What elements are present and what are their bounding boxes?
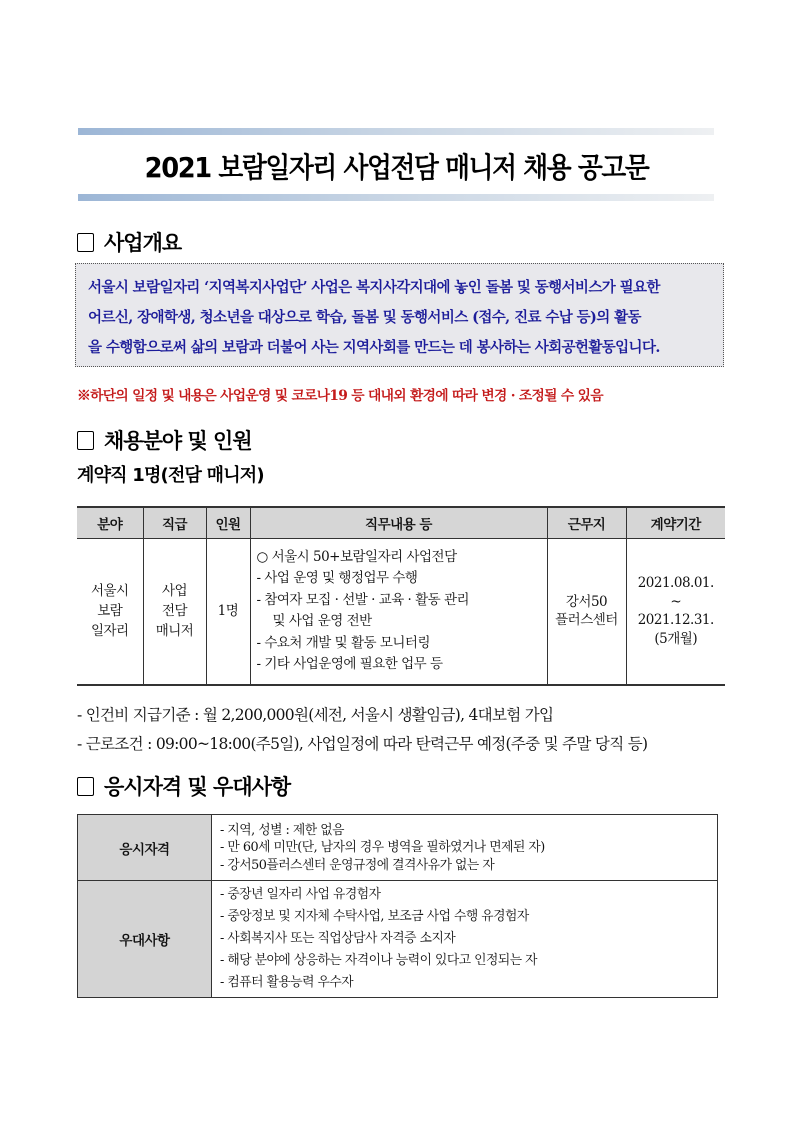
column-header: 근무지 xyxy=(547,507,626,539)
field-cell xyxy=(77,539,143,685)
cell-line: (5개월) xyxy=(654,630,698,647)
page-title: 2021 보람일자리 사업전담 매니저 채용 공고문 xyxy=(144,151,649,184)
column-header: 직급 xyxy=(143,507,206,539)
headcount-cell: 1명 xyxy=(206,539,250,685)
cell-line: 사업 xyxy=(161,583,188,600)
qualifications-table xyxy=(77,814,718,998)
overview-box xyxy=(75,263,724,367)
section-heading-recruitment xyxy=(77,425,252,455)
list-item: - 중장년 일자리 사업 유경험자 xyxy=(220,886,381,902)
cell-line: 서울시 xyxy=(90,583,129,600)
row-label: 응시자격 xyxy=(78,815,212,881)
cell-line: 2021.12.31. xyxy=(637,612,714,629)
duty-line: - 참여자 모집 · 선발 · 교육 · 활동 관리 xyxy=(256,591,470,608)
rank-cell xyxy=(143,539,206,685)
cell-line: 일자리 xyxy=(90,623,129,640)
row-items xyxy=(212,815,718,881)
duty-line: - 기타 사업운영에 필요한 업무 등 xyxy=(256,656,443,673)
title-bar-top xyxy=(78,128,714,135)
overview-line: 을 수행함으로써 삶의 보람과 더불어 사는 지역사회를 만드는 데 봉사하는 사회공헌활동입니다. xyxy=(88,339,660,356)
workplace-cell xyxy=(547,539,626,685)
table-header-row xyxy=(77,507,725,539)
table-row xyxy=(77,539,725,685)
cell-line: ~ xyxy=(670,593,682,610)
row-label: 우대사항 xyxy=(78,881,212,998)
section-heading-overview xyxy=(77,227,181,257)
duty-line: ○ 서울시 50+보람일자리 사업전담 xyxy=(256,548,457,565)
column-header: 계약기간 xyxy=(626,507,725,539)
table-row xyxy=(78,815,718,881)
checkbox-square-icon xyxy=(77,431,94,450)
salary-condition: - 인건비 지급기준 : 월 2,200,000원(세전, 서울시 생활임금), 4대보험 가입 xyxy=(77,706,554,724)
checkbox-square-icon xyxy=(77,777,94,796)
work-condition: - 근로조건 : 09:00~18:00(주5일), 사업일정에 따라 탄력근무 예정(주중 및 주말 당직 등) xyxy=(77,735,648,753)
change-notice: ※하단의 일정 및 내용은 사업운영 및 코로나19 등 대내외 환경에 따라 변경 · 조정될 수 있음 xyxy=(77,388,603,404)
overview-line: 서울시 보람일자리 ‘지역복지사업단’ 사업은 복지사각지대에 놓인 돌봄 및 동행서비스가 필요한 xyxy=(88,279,660,296)
duty-line: - 사업 운영 및 행정업무 수행 xyxy=(256,570,418,587)
section-heading-qualifications xyxy=(77,771,290,801)
duty-line: 및 사업 운영 전반 xyxy=(272,613,372,630)
list-item: - 지역, 성별 : 제한 없음 xyxy=(220,822,344,838)
list-item: - 해당 분야에 상응하는 자격이나 능력이 있다고 인정되는 자 xyxy=(220,952,538,968)
cell-line: 매니저 xyxy=(155,623,194,640)
cell-line: 플러스센터 xyxy=(555,612,618,629)
checkbox-square-icon xyxy=(77,233,94,252)
contract-period-cell xyxy=(626,539,725,685)
column-header: 인원 xyxy=(206,507,250,539)
duties-cell xyxy=(250,539,547,685)
list-item: - 강서50플러스센터 운영규정에 결격사유가 없는 자 xyxy=(220,857,495,873)
column-header: 직무내용 등 xyxy=(250,507,547,539)
position-subheading: 계약직 1명(전담 매니저) xyxy=(77,465,264,486)
overview-line: 어르신, 장애학생, 청소년을 대상으로 학습, 돌봄 및 동행서비스 (접수, 진료 수납 등)의 활동 xyxy=(88,309,641,326)
list-item: - 컴퓨터 활용능력 우수자 xyxy=(220,974,354,990)
list-item: - 만 60세 미만(단, 남자의 경우 병역을 필하였거나 면제된 자) xyxy=(220,840,545,856)
section-heading-text: 채용분야 및 인원 xyxy=(104,429,252,453)
section-heading-text: 사업개요 xyxy=(104,231,182,255)
recruitment-table xyxy=(77,506,725,686)
column-header: 분야 xyxy=(77,507,143,539)
section-heading-text: 응시자격 및 우대사항 xyxy=(104,775,291,799)
cell-line: 강서50 xyxy=(565,594,608,611)
cell-line: 전담 xyxy=(161,603,188,620)
row-items xyxy=(212,881,718,998)
cell-line: 보람 xyxy=(97,603,123,620)
table-row xyxy=(78,881,718,998)
title-bar-bottom xyxy=(78,194,714,201)
list-item: - 중앙정보 및 지자체 수탁사업, 보조금 사업 수행 유경험자 xyxy=(220,908,529,924)
list-item: - 사회복지사 또는 직업상담사 자격증 소지자 xyxy=(220,930,456,946)
cell-line: 2021.08.01. xyxy=(637,575,714,592)
duty-line: - 수요처 개발 및 활동 모니터링 xyxy=(256,634,431,651)
